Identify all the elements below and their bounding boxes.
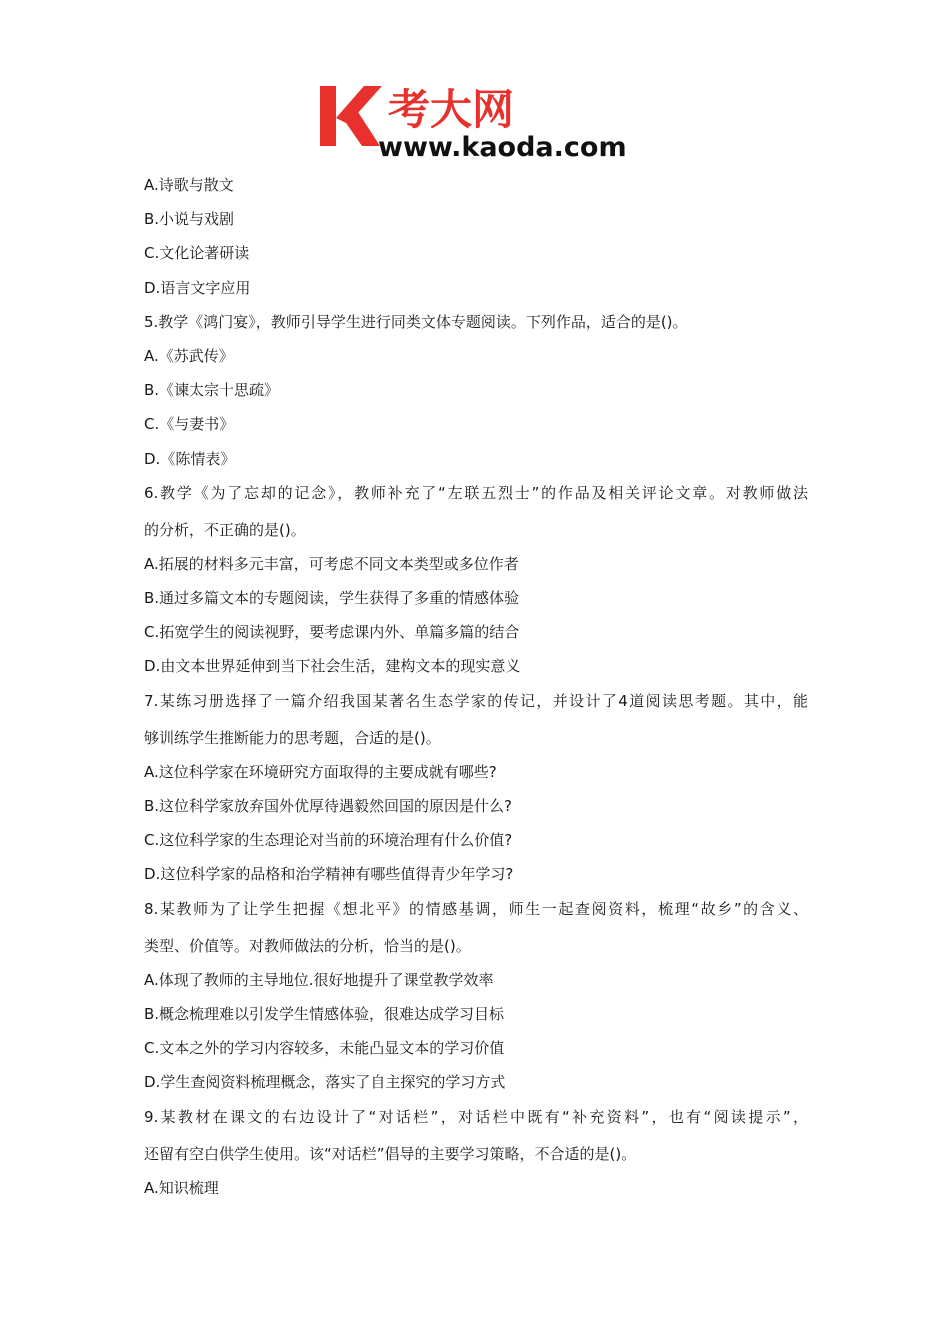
question-9-line-1: 9.某教材在课文的右边设计了“对话栏”，对话栏中既有“补充资料”，也有“阅读提示”， [144, 1107, 808, 1126]
question-8-line-2: 类型、价值等。对教师做法的分析，恰当的是()。 [144, 936, 471, 955]
question-7-line-1: 7.某练习册选择了一篇介绍我国某著名生态学家的传记，并设计了4道阅读思考题。其中，能 [144, 691, 808, 710]
option-line: C.文本之外的学习内容较多，未能凸显文本的学习价值 [144, 1039, 505, 1058]
question-6-line-2: 的分析，不正确的是()。 [144, 520, 306, 539]
option-line: B.这位科学家放弃国外优厚待遇毅然回国的原因是什么? [144, 797, 513, 815]
option-line: B.《谏太宗十思疏》 [144, 381, 280, 400]
logo-url-text: www.kaoda.com [378, 132, 627, 160]
option-line: A.知识梳理 [144, 1178, 219, 1197]
option-line: D.语言文字应用 [144, 278, 251, 297]
option-line: A.这位科学家在环境研究方面取得的主要成就有哪些? [144, 762, 497, 781]
option-line: C.这位科学家的生态理论对当前的环境治理有什么价值? [144, 831, 513, 850]
question-8-line-1: 8.某教师为了让学生把握《想北平》的情感基调，师生一起查阅资料，梳理“故乡”的含义、 [144, 899, 808, 918]
option-line: B.通过多篇文本的专题阅读，学生获得了多重的情感体验 [144, 589, 520, 608]
logo-brand-text: 考大网 [388, 85, 515, 134]
kaoda-logo [318, 80, 638, 160]
option-line: C.《与妻书》 [144, 415, 235, 434]
question-5: 5.教学《鸿门宴》，教师引导学生进行同类文体专题阅读。下列作品，适合的是()。 [144, 312, 688, 331]
question-7-line-2: 够训练学生推断能力的思考题，合适的是()。 [144, 728, 441, 747]
option-line: A.诗歌与散文 [144, 176, 234, 194]
option-line: D.由文本世界延伸到当下社会生活，建构文本的现实意义 [144, 657, 521, 676]
option-line: B.小说与戏剧 [144, 210, 235, 229]
option-line: D.学生查阅资料梳理概念，落实了自主探究的学习方式 [144, 1073, 506, 1092]
option-line: A.《苏武传》 [144, 346, 234, 365]
option-line: D.《陈情表》 [144, 449, 236, 468]
question-9-line-2: 还留有空白供学生使用。该“对话栏”倡导的主要学习策略，不合适的是()。 [144, 1144, 637, 1163]
k-mark-icon [320, 86, 382, 146]
document-body [144, 170, 808, 1207]
question-6-line-1: 6.教学《为了忘却的记念》，教师补充了“左联五烈士”的作品及相关评论文章。对教师做法 [144, 483, 808, 502]
option-line: A.体现了教师的主导地位.很好地提升了课堂教学效率 [144, 970, 494, 989]
kaoda-logo-graphic [318, 80, 638, 160]
option-line: A.拓展的材料多元丰富，可考虑不同文本类型或多位作者 [144, 554, 519, 573]
option-line: C.拓宽学生的阅读视野，要考虑课内外、单篇多篇的结合 [144, 623, 520, 642]
option-line: B.概念梳理难以引发学生情感体验，很难达成学习目标 [144, 1004, 505, 1023]
option-line: C.文化论著研读 [144, 244, 250, 263]
option-line: D.这位科学家的品格和治学精神有哪些值得青少年学习? [144, 865, 514, 884]
